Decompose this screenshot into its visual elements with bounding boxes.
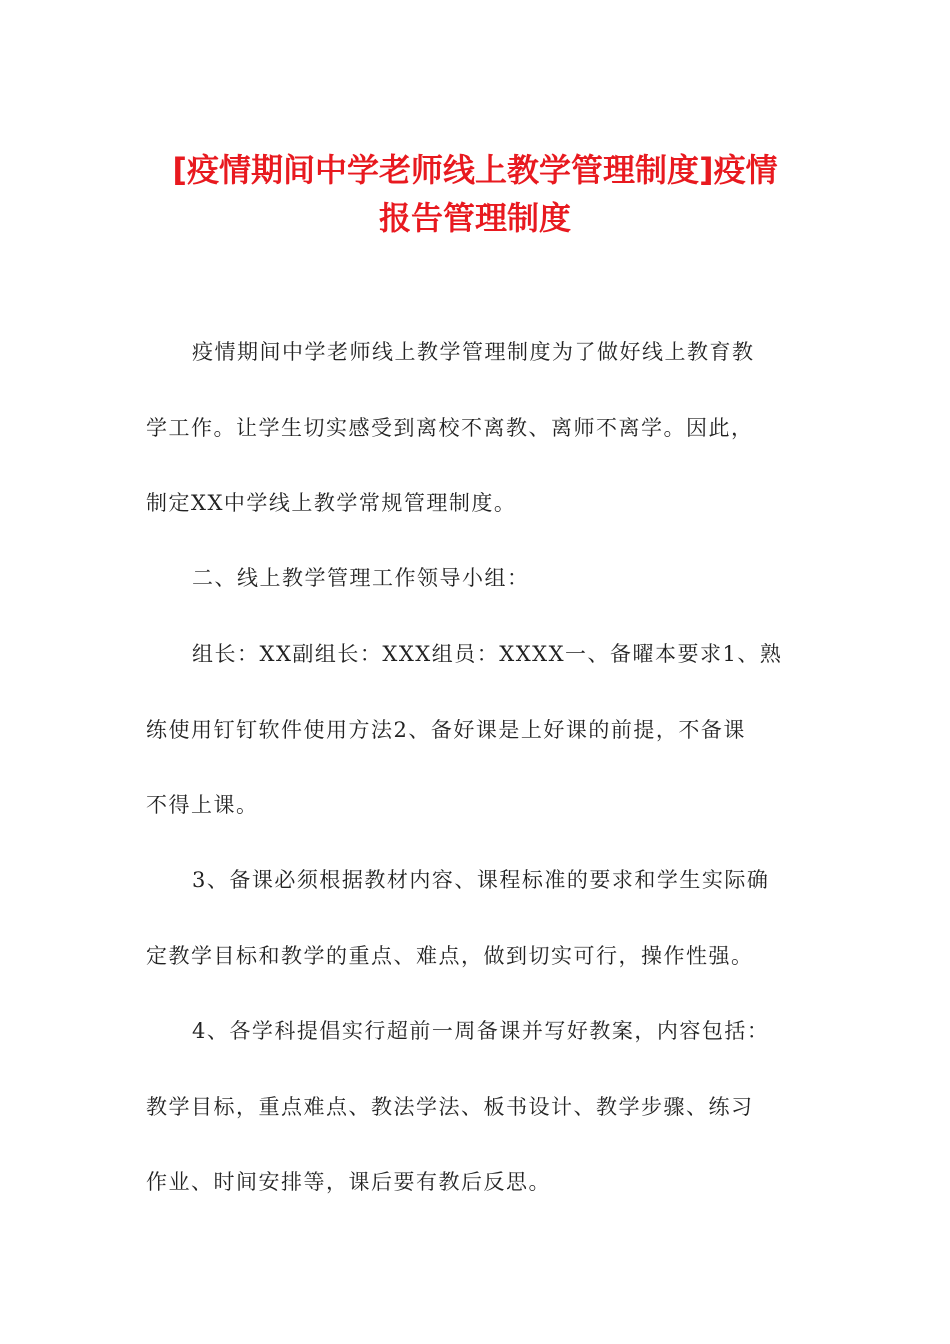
paragraph-line: 制定XX中学线上教学常规管理制度。 — [146, 491, 517, 515]
paragraph-line: 定教学目标和教学的重点、难点，做到切实可行，操作性强。 — [146, 943, 754, 968]
paragraph-line: 不得上课。 — [146, 793, 259, 817]
paragraph-line: 二、线上教学管理工作领导小组： — [192, 566, 530, 590]
document-title — [140, 146, 810, 242]
title-line-2: 报告管理制度 — [378, 199, 571, 237]
paragraph-line: 练使用钉钉软件使用方法2、备好课是上好课的前提，不备课 — [146, 717, 746, 742]
paragraph-item-3 — [146, 843, 806, 994]
paragraph-line: 疫情期间中学老师线上教学管理制度为了做好线上教育教 — [192, 340, 755, 364]
paragraph-intro — [146, 315, 806, 542]
paragraph-line: 学工作。让学生切实感受到离校不离教、离师不离学。因此， — [146, 415, 754, 440]
title-line-1: [疫情期间中学老师线上教学管理制度]疫情 — [172, 151, 778, 189]
paragraph-section-two — [146, 541, 806, 617]
paragraph-line: 4、各学科提倡实行超前一周备课并写好教案，内容包括： — [192, 1019, 770, 1043]
paragraph-team — [146, 617, 806, 844]
paragraph-item-4 — [146, 994, 806, 1221]
paragraph-line: 教学目标，重点难点、教法学法、板书设计、教学步骤、练习 — [146, 1094, 754, 1119]
paragraph-line: 作业、时间安排等，课后要有教后反思。 — [146, 1170, 551, 1194]
paragraph-line: 组长：XX副组长：XXX组员：XXXX一、备曜本要求1、熟 — [192, 642, 783, 666]
paragraph-line: 3、备课必须根据教材内容、课程标准的要求和学生实际确 — [192, 868, 770, 892]
